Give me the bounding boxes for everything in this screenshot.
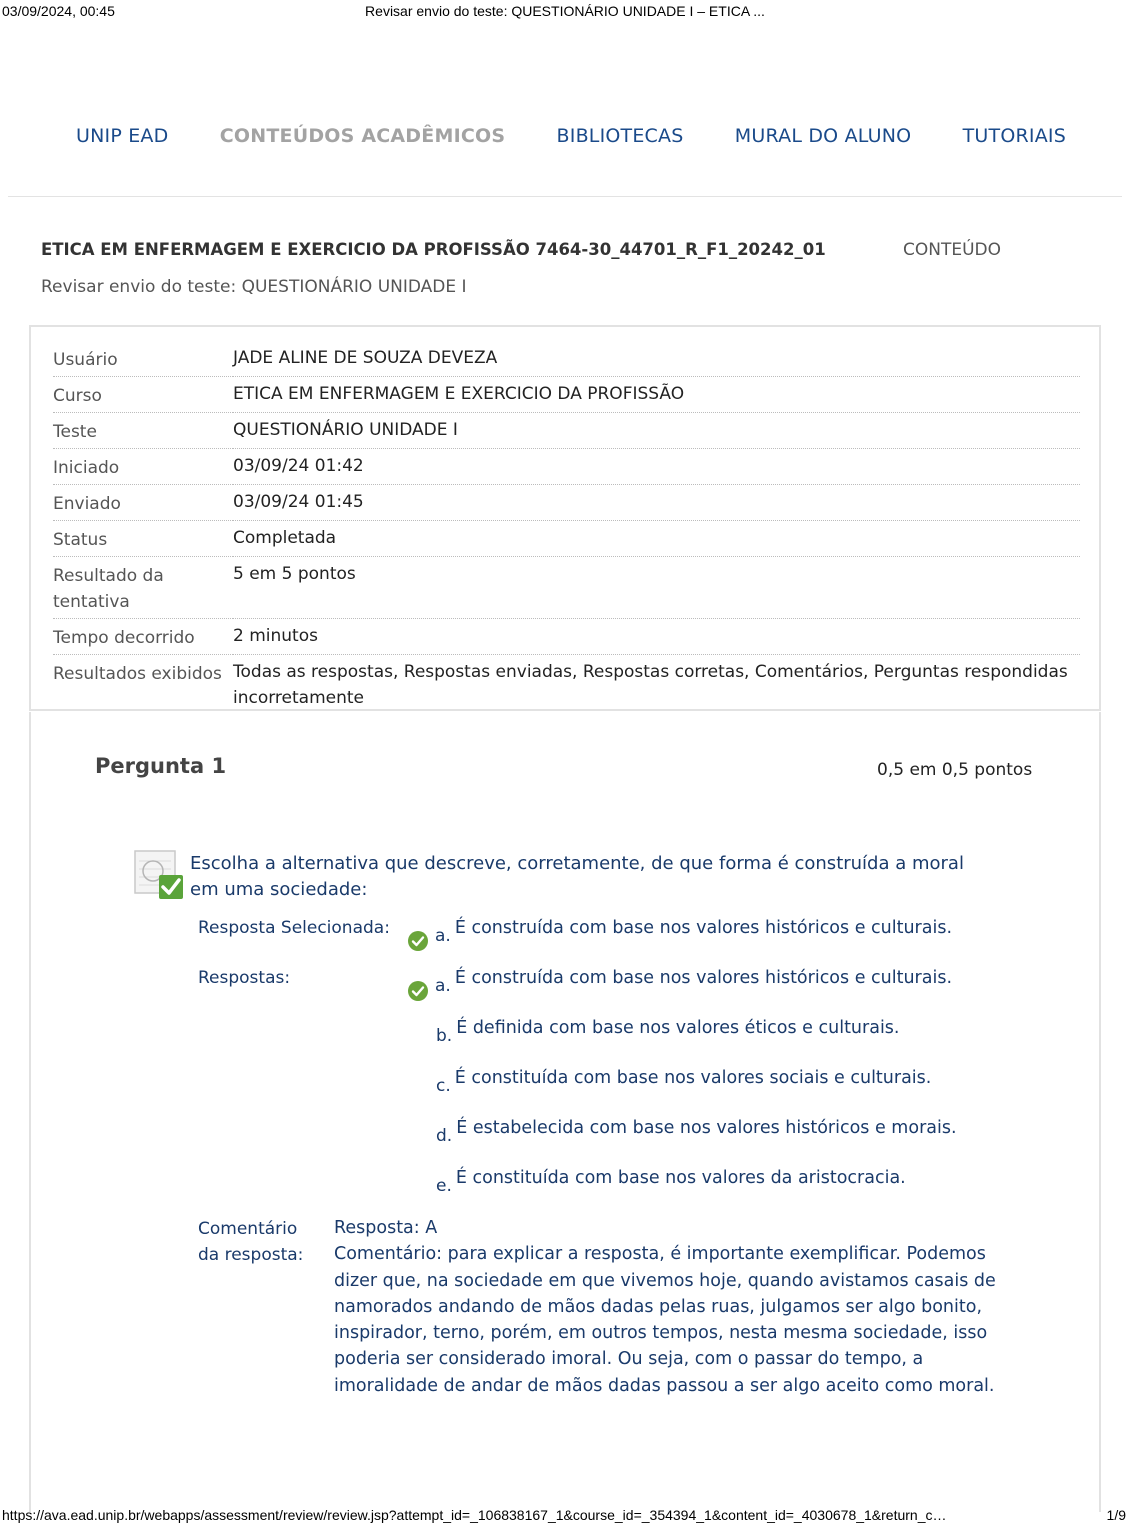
info-row-status (53, 521, 1080, 557)
answer-text: É constituída com base nos valores sociais e culturais. (454, 1068, 932, 1088)
attempt-info-table (53, 341, 1080, 714)
selected-answer-label: Resposta Selecionada: (198, 918, 390, 938)
top-navigation (76, 121, 1066, 151)
info-label: Usuário (53, 341, 233, 377)
answer-text: É estabelecida com base nos valores históricos e morais. (456, 1118, 957, 1138)
answer-text: É construída com base nos valores históricos e culturais. (454, 968, 953, 988)
answers-label: Respostas: (198, 968, 291, 988)
answer-letter: a. (435, 926, 451, 946)
answer-option-c (436, 1068, 932, 1096)
comment-label-line2: da resposta: (198, 1245, 304, 1265)
answer-option-d (436, 1118, 957, 1146)
attempt-info-panel (29, 325, 1101, 711)
print-url: https://ava.ead.unip.br/webapps/assessment/review/review.jsp?attempt_id=_106838167_1&course_id=_354394_1&content_id=_4030678_1&return_c… (2, 1507, 947, 1523)
comment-body: Comentário: para explicar a resposta, é importante exemplificar. Podemos dizer que, na sociedade em que vivemos hoje, quando avistamos casais de namorados andando de mãos dadas pelas ruas, julgamos ser algo bonito, inspirador, terno, porém, em outros tempos, nesta mesma sociedade, isso poderia ser considerado imoral. Ou seja, com o passar do tempo, a imoralidade de andar de mãos dadas passou a ser algo aceito como moral. (334, 1244, 996, 1396)
answer-option-e (436, 1168, 906, 1196)
nav-bibliotecas[interactable]: BIBLIOTECAS (556, 125, 684, 147)
comment-label (198, 1216, 303, 1268)
nav-tutoriais[interactable]: TUTORIAIS (962, 125, 1066, 147)
answer-comment (334, 1215, 1004, 1399)
question-text: Escolha a alternativa que descreve, corretamente, de que forma é construída a moral em uma sociedade: (190, 853, 964, 900)
info-label: Iniciado (53, 449, 233, 485)
correct-check-icon (408, 931, 428, 951)
info-row-exibidos (53, 655, 1080, 715)
info-row-enviado (53, 485, 1080, 521)
info-value-enviado: 03/09/24 01:45 (233, 485, 1080, 521)
conteudo-link[interactable]: CONTEÚDO (903, 240, 1002, 260)
info-value-iniciado: 03/09/24 01:42 (233, 449, 1080, 485)
nav-mural-do-aluno[interactable]: MURAL DO ALUNO (734, 125, 912, 147)
answer-option-a (435, 968, 953, 996)
nav-divider (8, 196, 1122, 197)
answer-letter: d. (436, 1126, 453, 1146)
info-row-teste (53, 413, 1080, 449)
answer-option-b (436, 1018, 900, 1046)
info-row-resultado (53, 557, 1080, 619)
info-value-status: Completada (233, 521, 1080, 557)
info-label: Resultados exibidos (53, 664, 222, 684)
info-row-curso (53, 377, 1080, 413)
course-title: ETICA EM ENFERMAGEM E EXERCICIO DA PROFISSÃO 7464-30_44701_R_F1_20242_01 (41, 240, 826, 259)
print-footer (0, 1504, 1130, 1526)
question-points: 0,5 em 0,5 pontos (877, 760, 1033, 780)
nav-unip-ead[interactable]: UNIP EAD (76, 125, 169, 147)
info-value-resultado: 5 em 5 pontos (233, 557, 1080, 619)
page-breadcrumb: Revisar envio do teste: QUESTIONÁRIO UNIDADE I (41, 277, 467, 297)
info-row-usuario (53, 341, 1080, 377)
answer-letter: a. (435, 976, 451, 996)
info-label: Tempo decorrido (53, 619, 233, 655)
info-row-tempo (53, 619, 1080, 655)
info-value-curso: ETICA EM ENFERMAGEM E EXERCICIO DA PROFISSÃO (233, 377, 1080, 413)
selected-answer (435, 918, 953, 946)
print-title: Revisar envio do teste: QUESTIONÁRIO UNIDADE I – ETICA ... (365, 3, 765, 19)
comment-answer: Resposta: A (334, 1218, 438, 1238)
info-value-teste: QUESTIONÁRIO UNIDADE I (233, 413, 1080, 449)
info-label: Curso (53, 377, 233, 413)
info-label: Teste (53, 413, 233, 449)
answer-letter: e. (436, 1176, 452, 1196)
answer-letter: b. (436, 1026, 453, 1046)
correct-check-icon (408, 981, 428, 1001)
info-label: Status (53, 521, 233, 557)
info-label: Enviado (53, 485, 233, 521)
answer-text: É definida com base nos valores éticos e culturais. (456, 1018, 900, 1038)
nav-conteudos-academicos[interactable]: CONTEÚDOS ACADÊMICOS (219, 125, 506, 147)
info-value-exibidos: Todas as respostas, Respostas enviadas, Respostas corretas, Comentários, Perguntas respondidas incorretamente (233, 662, 1068, 708)
info-row-iniciado (53, 449, 1080, 485)
answer-letter: c. (436, 1076, 451, 1096)
correct-question-icon (133, 849, 185, 901)
print-datetime: 03/09/2024, 00:45 (2, 3, 115, 19)
answer-text: É construída com base nos valores históricos e culturais. (454, 918, 953, 938)
info-value-usuario: JADE ALINE DE SOUZA DEVEZA (233, 341, 1080, 377)
print-page-number: 1/9 (1106, 1507, 1126, 1523)
info-value-tempo: 2 minutos (233, 619, 1080, 655)
info-label: Resultado da tentativa (53, 557, 233, 619)
comment-label-line1: Comentário (198, 1219, 298, 1239)
answer-text: É constituída com base nos valores da aristocracia. (455, 1168, 906, 1188)
question-title: Pergunta 1 (95, 754, 227, 778)
print-header (0, 0, 1130, 22)
